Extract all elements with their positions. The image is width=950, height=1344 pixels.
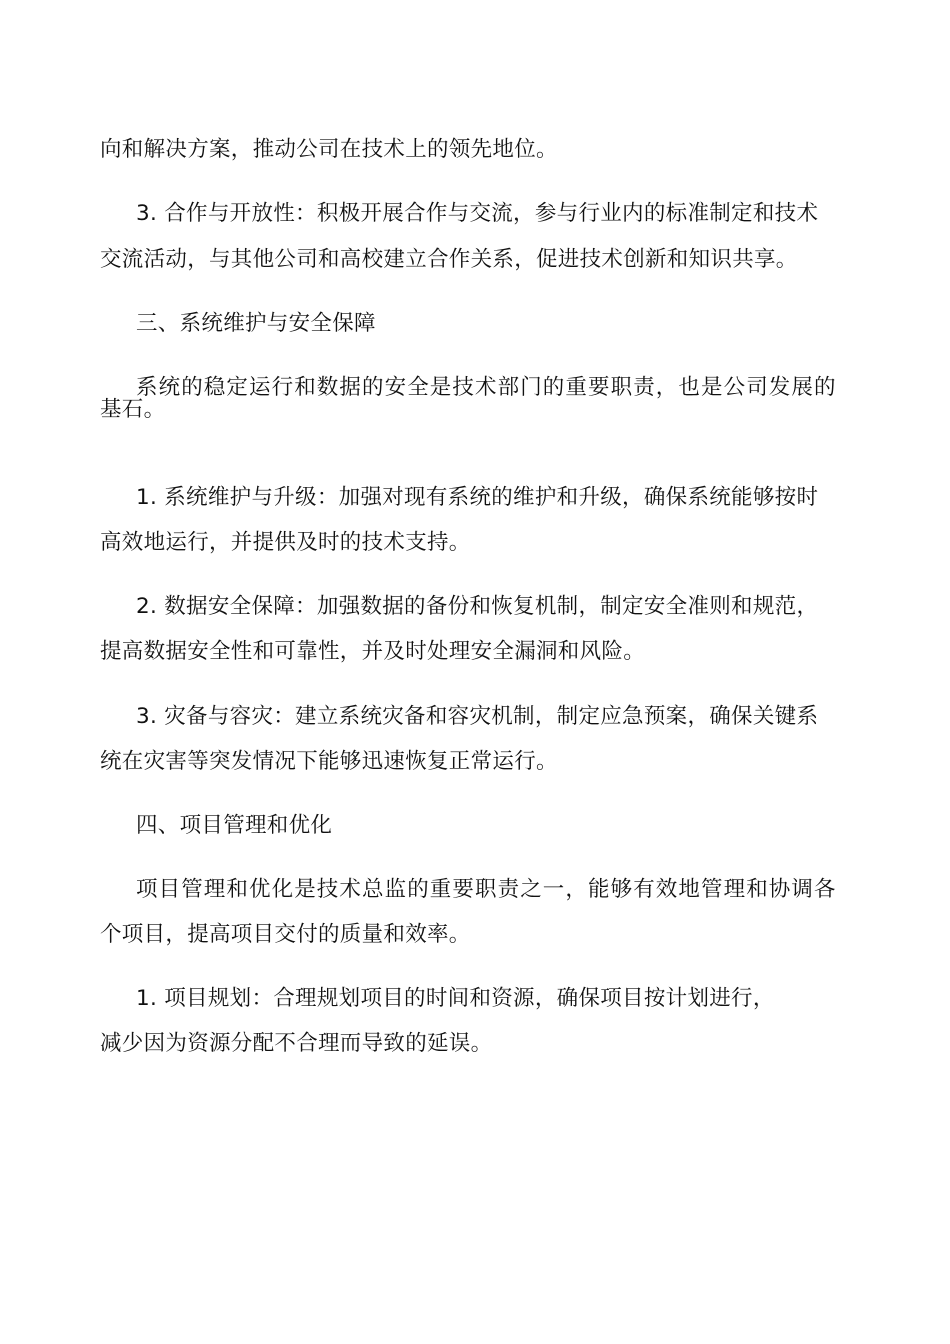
section-heading: 三、系统维护与安全保障 xyxy=(136,311,376,336)
list-item-line: 高效地运行，并提供及时的技术支持。 xyxy=(100,530,471,555)
list-item-line: 1. 系统维护与升级：加强对现有系统的维护和升级，确保系统能够按时 xyxy=(136,485,819,510)
paragraph-line: 个项目，提高项目交付的质量和效率。 xyxy=(100,922,471,947)
list-item-line: 提高数据安全性和可靠性，并及时处理安全漏洞和风险。 xyxy=(100,639,646,664)
paragraph-line: 项目管理和优化是技术总监的重要职责之一，能够有效地管理和协调各 xyxy=(136,877,837,902)
paragraph-line: 向和解决方案，推动公司在技术上的领先地位。 xyxy=(100,137,558,162)
section-heading: 四、项目管理和优化 xyxy=(136,813,333,838)
list-item-line: 1. 项目规划：合理规划项目的时间和资源，确保项目按计划进行， xyxy=(136,986,775,1011)
list-item-line: 2. 数据安全保障：加强数据的备份和恢复机制，制定安全准则和规范， xyxy=(136,594,819,619)
paragraph-line: 系统的稳定运行和数据的安全是技术部门的重要职责，也是公司发展的 xyxy=(136,375,837,400)
list-item-line: 3. 灾备与容灾：建立系统灾备和容灾机制，制定应急预案，确保关键系 xyxy=(136,704,819,729)
list-item-line: 3. 合作与开放性：积极开展合作与交流，参与行业内的标准制定和技术 xyxy=(136,201,819,226)
list-item-line: 交流活动，与其他公司和高校建立合作关系，促进技术创新和知识共享。 xyxy=(100,247,798,272)
list-item-line: 统在灾害等突发情况下能够迅速恢复正常运行。 xyxy=(100,749,558,774)
list-item-line: 减少因为资源分配不合理而导致的延误。 xyxy=(100,1031,493,1056)
paragraph-line: 基石。 xyxy=(100,397,166,422)
